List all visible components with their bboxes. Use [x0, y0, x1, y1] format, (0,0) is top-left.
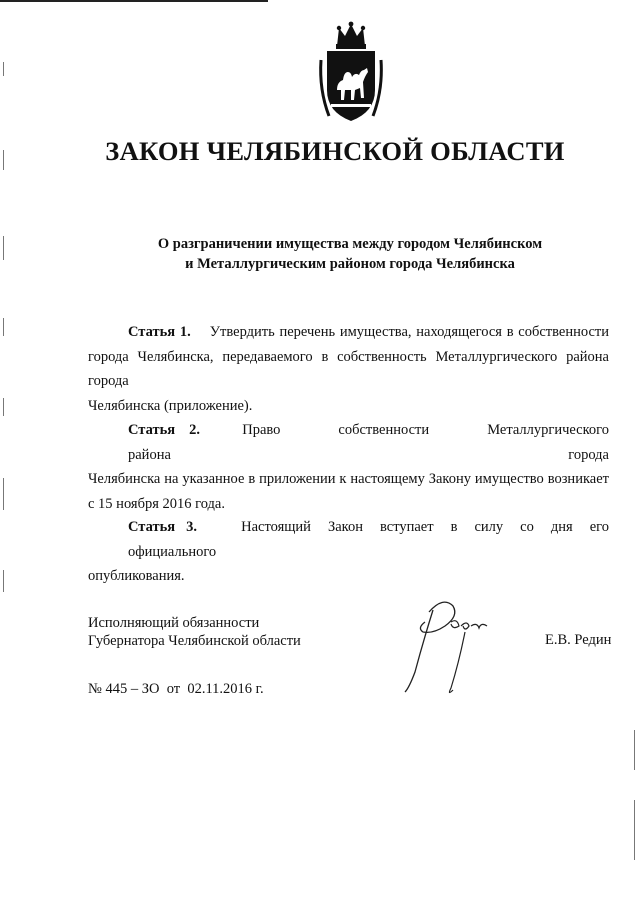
scan-artifact	[3, 62, 4, 76]
handwritten-signature	[393, 592, 513, 702]
article-label: Статья 3.	[128, 519, 197, 535]
signatory-name: Е.В. Редин	[545, 632, 612, 648]
document-title: ЗАКОН ЧЕЛЯБИНСКОЙ ОБЛАСТИ	[105, 136, 565, 166]
article-1	[88, 320, 609, 418]
signatory-position	[88, 614, 301, 650]
article-3	[88, 515, 609, 589]
subtitle-line-2: и Металлургическим районом города Челябинска	[185, 256, 515, 272]
article-2	[88, 418, 609, 516]
article-text: Настоящий Закон вступает в силу со дня его официального	[128, 519, 609, 560]
article-line: города Челябинска, передаваемого в собственность Металлургического района города	[88, 348, 609, 389]
article-line	[88, 515, 609, 564]
article-line: Челябинска на указанное в приложении к настоящему Закону имущество возникает	[88, 471, 609, 487]
article-label: Статья 2.	[128, 422, 201, 438]
scan-top-edge	[0, 0, 268, 2]
article-line: опубликования.	[88, 568, 185, 584]
article-line: с 15 ноября 2016 года.	[88, 495, 225, 512]
subtitle-line-1: О разграничении имущества между городом Челябинском	[157, 236, 543, 252]
scan-artifact	[3, 478, 4, 510]
scan-artifact	[634, 730, 635, 770]
coat-of-arms-icon	[317, 20, 385, 125]
scan-artifact	[3, 398, 4, 416]
signatory-position-line-1: Исполняющий обязанности	[88, 615, 260, 631]
scan-artifact	[634, 800, 635, 860]
article-text: Утвердить перечень имущества, находящегося в собственности	[209, 324, 610, 340]
article-line: Челябинска (приложение).	[88, 397, 253, 414]
article-line	[88, 320, 609, 345]
scan-artifact	[3, 318, 4, 336]
scan-artifact	[3, 570, 4, 592]
article-text: Право собственности Металлургического района города	[128, 422, 610, 463]
article-line	[88, 418, 609, 467]
registration-number: № 445 – ЗО от 02.11.2016 г.	[88, 681, 264, 697]
signatory-position-line-2: Губернатора Челябинской области	[88, 633, 301, 649]
article-label: Статья 1.	[128, 324, 191, 340]
scan-artifact	[3, 236, 4, 260]
